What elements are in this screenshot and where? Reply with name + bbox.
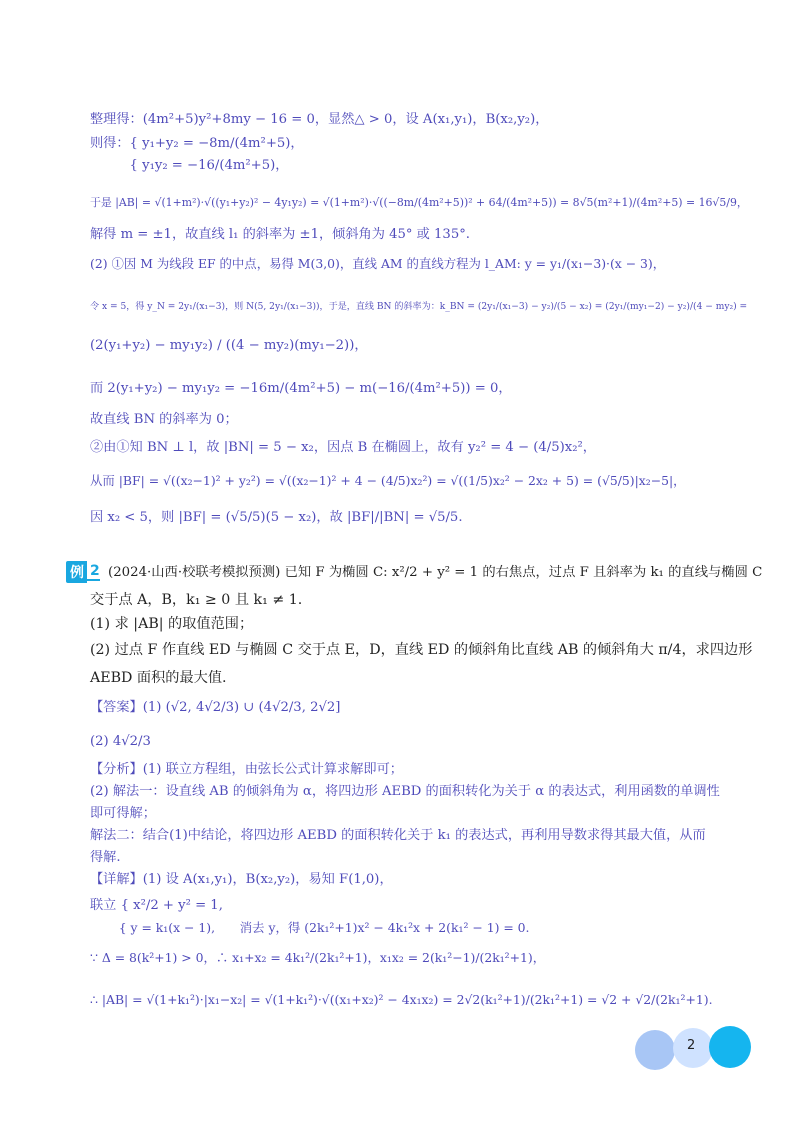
solution-line: (2(y₁+y₂) − my₁y₂) / ((4 − my₂)(my₁−2))， — [90, 338, 368, 353]
solution-line: (2) ①因 M 为线段 EF 的中点，易得 M(3,0)，直线 AM 的直线方程为 l_AM: y = y₁/(x₁−3)·(x − 3)， — [90, 256, 666, 271]
solution-line: 故直线 BN 的斜率为 0； — [90, 412, 238, 427]
solution-line: 于是 |AB| = √(1+m²)·√((y₁+y₂)² − 4y₁y₂) = √(1+m²)·√((−8m/(4m²+5))² + 64/(4m²+5)) = 8√5(m²+1)/(4m²+5) = 16√5/9， — [90, 196, 748, 209]
solution-line: 解得 m = ±1，故直线 l₁ 的斜率为 ±1，倾斜角为 45° 或 135°. — [90, 227, 470, 242]
solution-line: 从而 |BF| = √((x₂−1)² + y₂²) = √((x₂−1)² + 4 − (4/5)x₂²) = √((1/5)x₂² − 2x₂ + 5) = (√5/5)|x₂−5|， — [90, 473, 686, 488]
analysis-line: 即可得解； — [90, 806, 156, 821]
analysis-line: (2) 解法一：设直线 AB 的倾斜角为 α，将四边形 AEBD 的面积转化为关于 α 的表达式，利用函数的单调性 — [90, 784, 720, 799]
example-number: 2 — [87, 563, 100, 581]
solution-line: 则得：{ y₁+y₂ = −8m/(4m²+5)， — [90, 136, 304, 151]
answer-line: 【答案】(1) (√2, 4√2/3) ∪ (4√2/3, 2√2] — [90, 700, 341, 715]
page-number-badge — [635, 1026, 755, 1068]
solution-line: { y₁y₂ = −16/(4m²+5)， — [90, 158, 289, 173]
example-badge — [66, 562, 100, 582]
solution-line: 因 x₂ < 5，则 |BF| = (√5/5)(5 − x₂)，故 |BF|/|BN| = √5/5. — [90, 510, 463, 525]
answer-line: (2) 4√2/3 — [90, 734, 151, 749]
detail-line: 【详解】(1) 设 A(x₁,y₁)，B(x₂,y₂)，易知 F(1,0)， — [90, 872, 393, 887]
analysis-line: 解法二：结合(1)中结论，将四边形 AEBD 的面积转化关于 k₁ 的表达式，再利用导数求得其最大值，从而 — [90, 828, 706, 843]
detail-line: ∵ Δ = 8(k²+1) > 0，∴ x₁+x₂ = 4k₁²/(2k₁²+1)，x₁x₂ = 2(k₁²−1)/(2k₁²+1)， — [90, 950, 546, 965]
example-label: 例 — [66, 561, 87, 583]
decor-circle — [709, 1026, 751, 1068]
detail-line: { y = k₁(x − 1), 消去 y，得 (2k₁²+1)x² − 4k₁²x + 2(k₁² − 1) = 0. — [90, 920, 530, 935]
question-line: AEBD 面积的最大值. — [90, 670, 227, 686]
detail-line: ∴ |AB| = √(1+k₁²)·|x₁−x₂| = √(1+k₁²)·√((x₁+x₂)² − 4x₁x₂) = 2√2(k₁²+1)/(2k₁²+1) = √2 + √2/(2k₁²+1). — [90, 992, 713, 1007]
solution-line: 整理得：(4m²+5)y²+8my − 16 = 0，显然△ > 0，设 A(x₁,y₁)，B(x₂,y₂)， — [90, 112, 549, 127]
solution-line: ②由①知 BN ⊥ l，故 |BN| = 5 − x₂，因点 B 在椭圆上，故有 y₂² = 4 − (4/5)x₂²， — [90, 440, 596, 455]
solution-line: 而 2(y₁+y₂) − my₁y₂ = −16m/(4m²+5) − m(−16/(4m²+5)) = 0， — [90, 381, 512, 396]
analysis-line: 【分析】(1) 联立方程组，由弦长公式计算求解即可； — [90, 762, 403, 777]
question-line: (1) 求 |AB| 的取值范围； — [90, 616, 254, 632]
solution-line: 令 x = 5，得 y_N = 2y₁/(x₁−3)，则 N(5, 2y₁/(x₁−3))，于是，直线 BN 的斜率为：k_BN = (2y₁/(x₁−3) − y₂)/(5 − x₂) = (2y₁/(my₁−2) − y₂)/(4 − my₂) = — [90, 302, 748, 312]
question-line: (2) 过点 F 作直线 ED 与椭圆 C 交于点 E，D，直线 ED 的倾斜角比直线 AB 的倾斜角大 π/4，求四边形 — [90, 642, 753, 658]
question-line: (2024·山西·校联考模拟预测) 已知 F 为椭圆 C: x²/2 + y² = 1 的右焦点，过点 F 且斜率为 k₁ 的直线与椭圆 C — [108, 565, 763, 580]
decor-circle — [635, 1030, 675, 1070]
analysis-line: 得解. — [90, 850, 121, 865]
detail-line: 联立 { x²/2 + y² = 1, — [90, 898, 223, 913]
page-number: 2 — [687, 1038, 696, 1053]
question-line: 交于点 A，B，k₁ ≥ 0 且 k₁ ≠ 1. — [90, 592, 303, 608]
